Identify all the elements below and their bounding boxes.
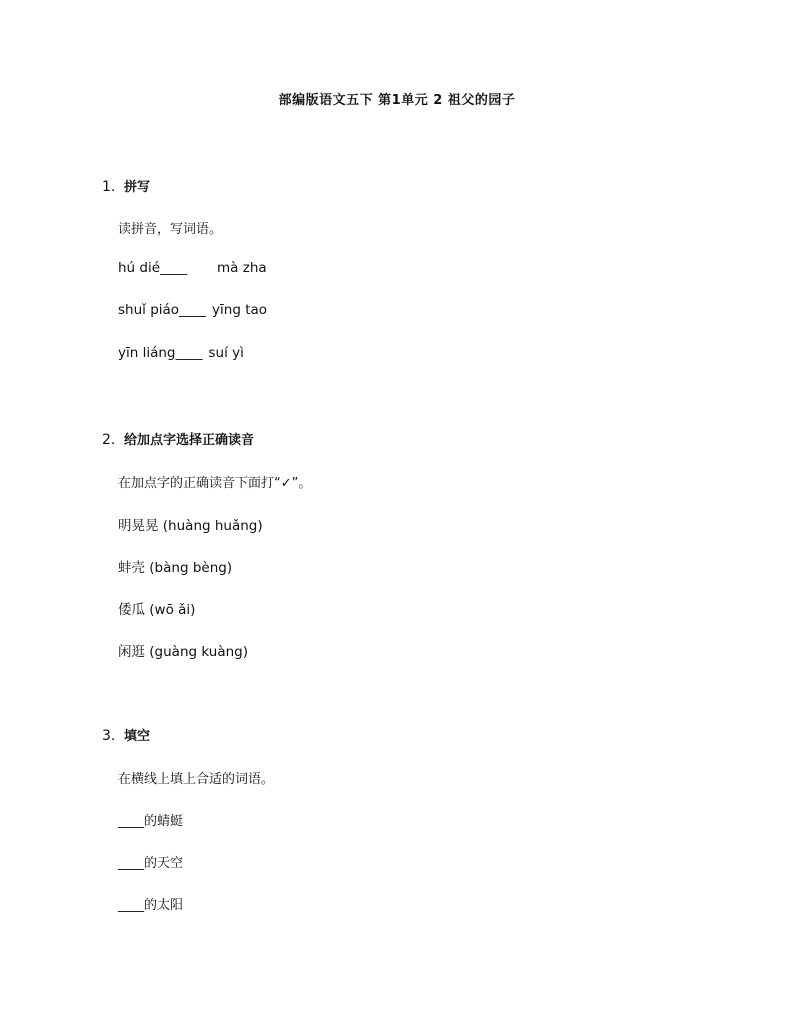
- pinyin-row: [118, 302, 267, 318]
- fill-blank-item: [118, 894, 183, 913]
- section-instruction: 读拼音，写词语。: [118, 222, 223, 237]
- document-title: 部编版语文五下 第1单元 2 祖父的园子: [278, 93, 516, 108]
- pinyin-item: yīng tao: [212, 302, 268, 318]
- pronunciation-item: 蚌壳 (bàng bèng): [118, 560, 233, 576]
- pinyin-item: yīn liáng____: [118, 345, 203, 361]
- pronunciation-item: 倭瓜 (wō ǎi): [118, 602, 196, 618]
- pinyin-row: [118, 345, 244, 361]
- section-title: 拼写: [124, 180, 151, 195]
- answer-blank[interactable]: ____: [118, 856, 144, 871]
- pinyin-item: mà zha: [217, 260, 267, 276]
- section-instruction: 在加点字的正确读音下面打“✓”。: [118, 476, 312, 491]
- fill-blank-text: 的天空: [144, 856, 184, 871]
- section-number: 3.: [102, 728, 116, 744]
- fill-blank-item: [118, 852, 183, 871]
- pinyin-row: [118, 260, 267, 276]
- fill-blank-text: 的蜻蜓: [144, 814, 184, 829]
- section-instruction: 在横线上填上合适的词语。: [118, 772, 275, 787]
- section-number: 2.: [102, 432, 116, 448]
- fill-blank-item: [118, 810, 183, 829]
- answer-blank[interactable]: ____: [118, 814, 144, 829]
- pinyin-item: shuǐ piáo____: [118, 302, 207, 318]
- pronunciation-item: 闲逛 (guàng kuàng): [118, 644, 248, 660]
- pinyin-item: suí yì: [208, 345, 244, 361]
- section-heading: [102, 429, 254, 448]
- pinyin-item: hú dié____: [118, 260, 188, 276]
- section-heading: [102, 725, 150, 744]
- pronunciation-item: 明晃晃 (huàng huǎng): [118, 518, 263, 534]
- section-number: 1.: [102, 179, 116, 195]
- fill-blank-text: 的太阳: [144, 898, 184, 913]
- section-heading: [102, 176, 150, 195]
- section-title: 填空: [124, 729, 151, 744]
- section-title: 给加点字选择正确读音: [124, 433, 255, 448]
- answer-blank[interactable]: ____: [118, 898, 144, 913]
